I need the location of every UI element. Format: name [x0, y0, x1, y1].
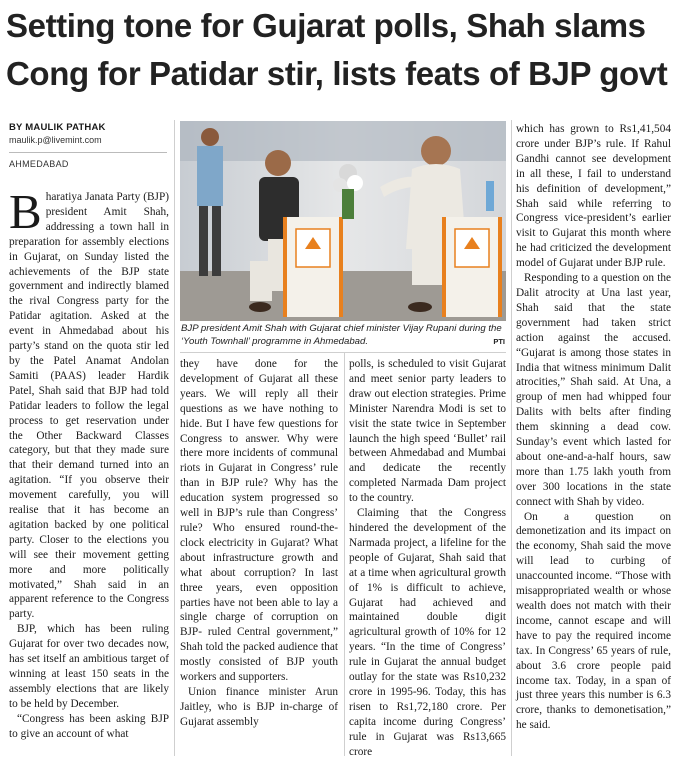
headline — [6, 2, 674, 98]
headline-line-2: Cong for Patidar stir, lists feats of BJP govt — [6, 55, 668, 92]
column-divider — [344, 352, 345, 756]
news-photo — [180, 121, 506, 321]
author-name: BY MAULIK PATHAK — [9, 122, 106, 133]
column-divider — [511, 120, 512, 756]
photo-caption — [181, 322, 506, 348]
column-divider — [174, 120, 175, 756]
drop-cap: B — [9, 184, 42, 239]
headline-line-1: Setting tone for Gujarat polls, Shah slams — [6, 7, 646, 44]
lead-paragraph — [9, 184, 169, 622]
article-column-2 — [180, 357, 338, 730]
byline-divider — [9, 152, 167, 153]
author-email: maulik.p@livemint.com — [9, 135, 102, 145]
podium-right — [442, 217, 502, 317]
paragraph: BJP, which has been ruling Gujarat for over two decades now, has set itself an ambitious target of winning at least 150 seats in the assembly elections that are likely to be held by December. — [9, 623, 169, 710]
paragraph: Claiming that the Congress hindered the development of the Narmada project, a lifeline for the people of Gujarat, Shah said that at a time when agricultural growth of 1% is difficult to achieve, Gujarat had achieved and maintained double digit agricultural growth of 10% for 12 years. “In the time of Congress’ rule in Gujarat the annual budget outlay for the state was Rs10,232 crore in 1995-96. Today, this has risen to Rs1,72,180 crore. Per capita income during Congress’ rule in Gujarat was Rs13,665 crore — [349, 507, 506, 758]
caption-text: BJP president Amit Shah with Gujarat chief minister Vijay Rupani during the ‘Youth Townhall’ programme in Ahmedabad. — [181, 323, 502, 347]
paragraph: Responding to a question on the Dalit atrocity at Una last year, Shah said that the state government had taken strict action against the accused. “Gujarat is among those states in India that witness minimum Dalit atrocities,” Shah said. At Una, a group of men had whipped four Dalits with belts after finding them skinning a dead cow. Sunday’s event which lasted for about one-and-a-half hours, saw more than 1.75 lakh youth from over 300 locations in the state connect with Shah by video. — [516, 272, 671, 508]
paragraph: polls, is scheduled to visit Gujarat and meet senior party leaders to draw out election strategies. Prime Minister Narendra Modi is set to visit the state twice in September launch the high speed ‘Bullet’ rail between Ahmedabad and Mumbai and dedicate the recently completed Narmada Dam project to the country. — [349, 358, 506, 505]
paragraph: Union finance minister Arun Jaitley, who is BJP in-charge of Gujarat assembly — [180, 685, 338, 728]
paragraph: they have done for the development of Gujarat all these years. We will reply all their questions as we have nothing to hide. But I have few questions for Congress to answer. Why were there more incidents of communal riots in Gujarat in Congress’ rule than in BJP rule? Why has the education system progressed so well in BJP’s rule than Congress’ rule? Who ensured round-the-clock electricity in Gujarat? What about infrastructure growth and what about corruption? In last three years, even opposition parties have not been able to lay a single charge of corruption on BJP- ruled Central government,” Shah told the packed audience that mostly consisted of BJP youth workers and supporters. — [180, 358, 338, 684]
article-column-4 — [516, 122, 671, 733]
dateline: AHMEDABAD — [9, 159, 69, 169]
podium-left — [283, 217, 343, 317]
article-column-3 — [349, 357, 506, 759]
lead-paragraph-text: haratiya Janata Party (BJP) president Amit Shah, addressing a town hall in preparation for assembly elections in Gujarat, on Sunday listed the achievements of the BJP state government and indirectly blamed the rival Congress party for the Patidar agitation. Asked at the event in Ahmedabad about his party’s stand on the quota stir led by the Patel Anamat Andolan Samiti (PAAS) leader Hardik Patel, Shah said that BJP had told Patidar leaders to follow the legal process to get reservation under the Other Backward Classes category, but that they made sure that their demand turned into an agitation. “If you observe their movement carefully, you will realise that it has become an agitation backed by one political party. Closer to the elections you will see their movement getting more and more politically motivated,” Shah said in an apparent reference to the Congress party. — [9, 191, 169, 621]
paragraph: On a question on demonetization and its impact on the economy, Shah said the move will lead to curbing of unaccounted income. “Those with misappropriated wealth or whose wealth does not match with their income, cannot escape and will have to pay the required income tax. In Congress’ 65 years of rule, about 3.6 crore people paid income tax. Today, in a span of just three years this number is 6.3 crore, thanks to demonetisation,” he said. — [516, 510, 671, 732]
paragraph: “Congress has been asking BJP to give an account of what — [9, 712, 169, 740]
article-column-1 — [9, 184, 169, 742]
caption-divider — [180, 352, 506, 353]
paragraph: which has grown to Rs1,41,504 crore under BJP’s rule. If Rahul Gandhi cannot see development in all these, I fail to understand his definition of development,” Shah said while referring to Congress vice-president’s earlier visit to Gujarat this month where he had criticized the development model of Gujarat under BJP rule. — [516, 123, 671, 270]
byline — [9, 122, 169, 169]
photo-illustration — [180, 121, 506, 321]
photo-credit: PTI — [493, 337, 505, 346]
